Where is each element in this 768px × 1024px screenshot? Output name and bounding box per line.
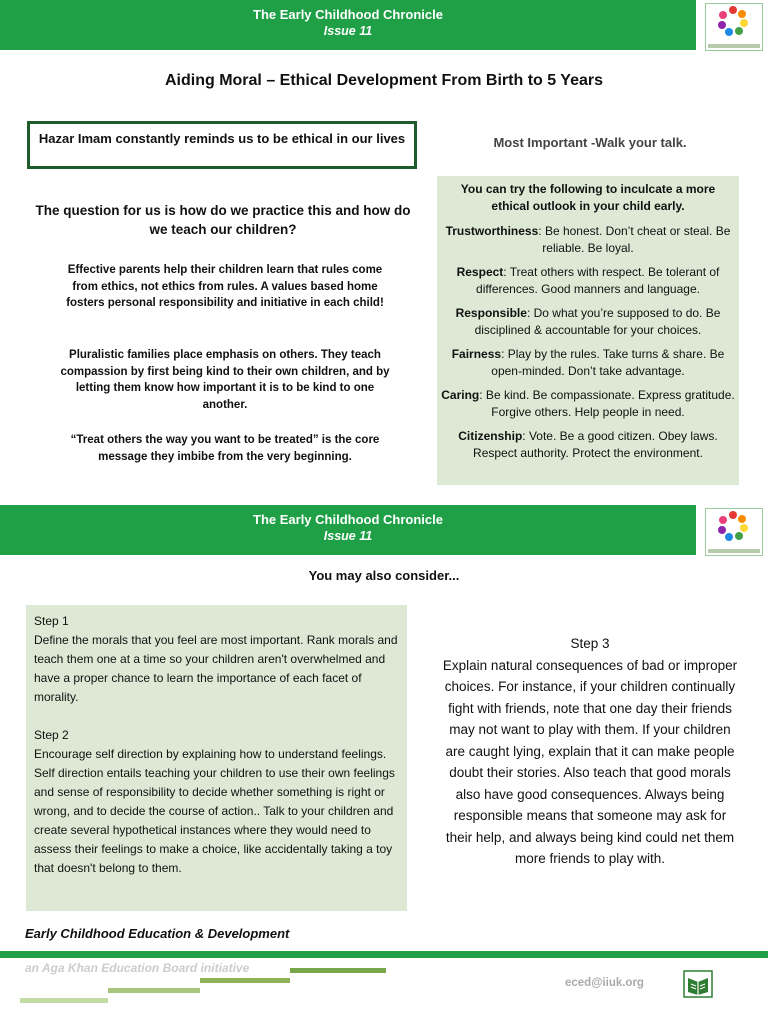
step-2-label: Step 2	[34, 728, 69, 742]
page-title: Aiding Moral – Ethical Development From Birth to 5 Years	[164, 72, 604, 89]
header-banner	[0, 0, 696, 50]
tips-box	[437, 176, 739, 485]
quote-box: Hazar Imam constantly reminds us to be ethical in our lives	[27, 121, 417, 169]
footer-email[interactable]: eced@iiuk.org	[565, 977, 644, 989]
banner-issue: Issue 11	[323, 24, 373, 38]
step-1-label: Step 1	[34, 614, 69, 628]
book-logo	[683, 970, 713, 998]
step-2-text: Encourage self direction by explaining how to understand feelings. Self direction entails teaching your children to use their own feelings and sense of responsibility to decide whether something is right or wrong, and to decide the course of action.. Talk to your children and create several hypothetical instances where they would need to assess their feelings to make a choice, like accidentally taking a toy that doesn't belong to them.	[34, 747, 395, 875]
banner-issue-2: Issue 11	[323, 529, 373, 543]
trait-fairness: Fairness: Play by the rules. Take turns & share. Be open-minded. Don’t take advantage.	[451, 347, 725, 378]
banner-title-2: The Early Childhood Chronicle	[253, 512, 443, 527]
step-3	[440, 633, 740, 870]
step-1-text: Define the morals that you feel are most important. Rank morals and teach them one at a time so your children aren't overwhelmed and have a proper chance to learn the importance of each facet of morality.	[34, 633, 398, 704]
trait-responsible: Responsible: Do what you’re supposed to do. Be disciplined & accountable for your choices.	[455, 306, 721, 337]
hands-circle-logo	[705, 508, 763, 556]
paragraph-golden-rule: “Treat others the way you want to be treated” is the core message they imbibe from the very beginning.	[70, 434, 380, 463]
consider-heading: You may also consider...	[308, 568, 460, 583]
second-banner	[0, 505, 696, 555]
hands-circle-logo	[705, 3, 763, 51]
trait-trustworthiness: Trustworthiness: Be honest. Don’t cheat or steal. Be reliable. Be loyal.	[445, 224, 731, 255]
footer-divider	[0, 951, 768, 958]
step-3-label: Step 3	[570, 636, 610, 651]
footer-bar	[290, 968, 386, 973]
footer-bar	[108, 988, 200, 993]
trait-citizenship: Citizenship: Vote. Be a good citizen. Obey laws. Respect authority. Protect the environment.	[458, 429, 718, 460]
footer-bar	[20, 998, 108, 1003]
question-heading: The question for us is how do we practice this and how do we teach our children?	[35, 203, 411, 237]
trait-caring: Caring: Be kind. Be compassionate. Express gratitude. Forgive others. Help people in need.	[441, 388, 735, 419]
banner-title: The Early Childhood Chronicle	[253, 7, 443, 22]
walk-your-talk: Most Important -Walk your talk.	[493, 135, 687, 150]
steps-box	[26, 605, 407, 911]
footer-bar	[200, 978, 290, 983]
step-3-text: Explain natural consequences of bad or improper choices. For instance, if your children continually fight with friends, note that one day their friends may not want to play with them. If your children are caught lying, explain that it can make people doubt their stories. Also teach that good morals also have good consequences. Always being responsible means that someone may ask for their help, and always being kind could net them more friends to play with.	[442, 657, 738, 866]
paragraph-pluralistic: Pluralistic families place emphasis on others. They teach compassion by first being kind to their own children, and by letting them know how important it is to be kind to one another.	[60, 349, 390, 411]
trait-respect: Respect: Treat others with respect. Be tolerant of differences. Good manners and language.	[456, 265, 720, 296]
tips-intro: You can try the following to inculcate a more ethical outlook in your child early.	[460, 182, 716, 213]
footer-initiative: an Aga Khan Education Board initiative	[25, 961, 250, 975]
footer-org: Early Childhood Education & Development	[25, 926, 290, 941]
paragraph-parents: Effective parents help their children learn that rules come from ethics, not ethics from rules. A values based home fosters personal responsibility and initiative in each child!	[66, 264, 384, 309]
